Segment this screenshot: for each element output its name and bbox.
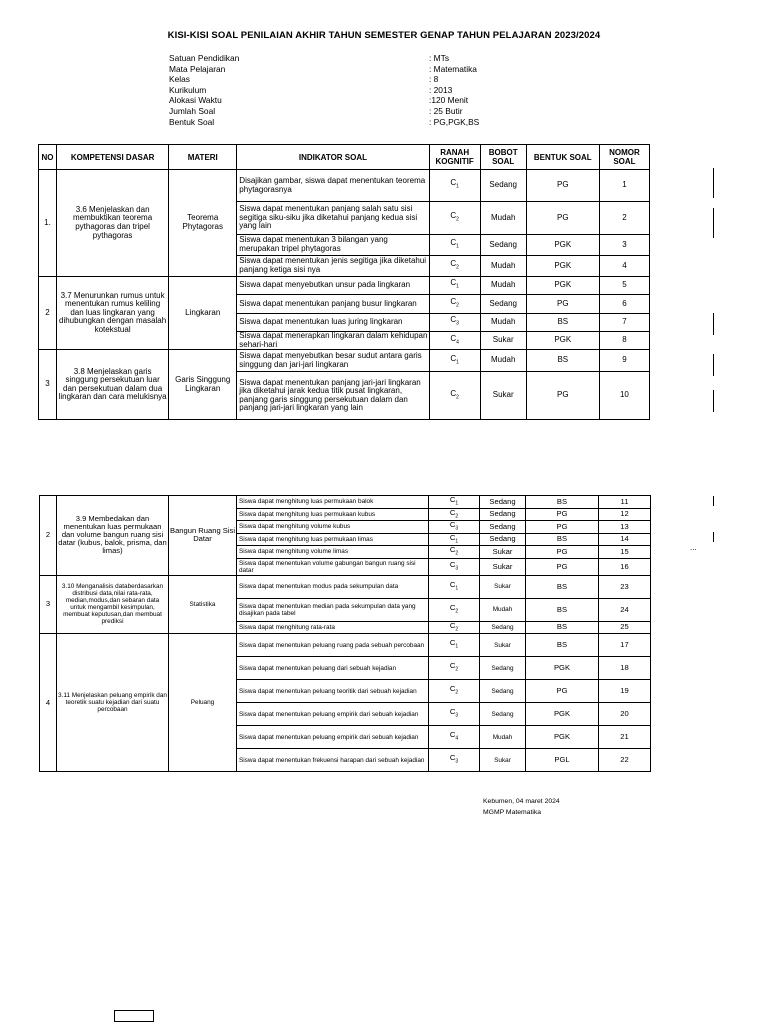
ranah-level-sub: 1	[456, 184, 459, 190]
indikator-soal: Siswa dapat menerapkan lingkaran dalam kehidupan sehari-hari	[237, 332, 429, 350]
indikator-soal: Siswa dapat menyebutkan unsur pada lingkaran	[237, 277, 429, 295]
nomor-soal: 19	[599, 680, 651, 703]
ranah-level: C	[450, 333, 457, 343]
bentuk-soal: PGK	[526, 235, 599, 256]
table-row	[39, 170, 650, 202]
meta-label: Kelas	[169, 74, 190, 85]
ranah-kognitif	[429, 314, 480, 332]
ranah-level-sub: 2	[455, 550, 459, 557]
kompetensi-dasar: 3.11 Menjelaskan peluang empirik dan teoretik suatu kejadian dari suatu percobaan	[57, 634, 169, 772]
header-ranah-kognitif: RANAH KOGNITIF	[429, 145, 480, 170]
meta-value: : 25 Butir	[429, 105, 463, 116]
ranah-level-sub: 3	[455, 758, 459, 765]
header-bobot-soal: BOBOT SOAL	[480, 145, 526, 170]
ranah-level: C	[449, 579, 456, 589]
ranah-kognitif	[429, 546, 480, 559]
materi: Garis Singgung Lingkaran	[169, 350, 237, 420]
bentuk-soal: PG	[526, 546, 599, 559]
margin-mark	[713, 354, 714, 376]
bentuk-soal: PGK	[526, 703, 599, 726]
margin-mark	[713, 532, 714, 542]
bentuk-soal: PG	[526, 558, 599, 575]
ranah-kognitif	[429, 350, 480, 372]
indikator-soal: Siswa dapat menentukan peluang empirik dari sebuah kejadian	[237, 726, 429, 749]
ranah-level-sub: 2	[456, 264, 459, 271]
document-title: KISI-KISI SOAL PENILAIAN AKHIR TAHUN SEMESTER GENAP TAHUN PELAJARAN 2023/2024	[167, 30, 601, 41]
indikator-soal: Siswa dapat menghitung luas permukaan kubus	[237, 508, 429, 521]
meta-label: Alokasi Waktu	[169, 95, 222, 106]
ranah-level: C	[450, 258, 457, 268]
bobot-soal: Mudah	[480, 314, 526, 332]
bobot-soal: Mudah	[480, 202, 526, 235]
ranah-kognitif	[429, 508, 480, 521]
meta-row	[169, 74, 479, 85]
nomor-soal: 14	[599, 533, 651, 546]
ranah-level: C	[449, 621, 456, 630]
indikator-soal: Siswa dapat menghitung luas permukaan balok	[237, 496, 429, 509]
header-nomor-soal: NOMOR SOAL	[599, 145, 649, 170]
nomor-soal: 4	[599, 256, 649, 277]
indikator-soal: Siswa dapat menentukan peluang empirik dari sebuah kejadian	[237, 703, 429, 726]
bentuk-soal: PG	[526, 295, 599, 314]
table-row	[39, 277, 650, 295]
bentuk-soal: PGK	[526, 332, 599, 350]
bentuk-soal: PG	[526, 170, 599, 202]
ranah-level-sub: 2	[455, 608, 459, 615]
ranah-kognitif	[429, 726, 480, 749]
meta-label: Jumlah Soal	[169, 105, 216, 116]
bobot-soal: Sukar	[480, 634, 526, 657]
row-number: 1.	[39, 170, 57, 277]
materi: Teorema Phytagoras	[169, 170, 237, 277]
kisi-kisi-table-1	[38, 144, 650, 420]
ranah-level-sub: 1	[455, 585, 459, 592]
bentuk-soal: PGK	[526, 726, 599, 749]
table-header-row	[39, 145, 650, 170]
nomor-soal: 24	[599, 598, 651, 621]
indikator-soal: Siswa dapat menyebutkan besar sudut antara garis singgung dan jari-jari lingkaran	[237, 350, 429, 372]
nomor-soal: 15	[599, 546, 651, 559]
indikator-soal: Siswa dapat menentukan panjang jari-jari lingkaran jika diketahui jarak kedua titik pusat lingkaran, panjang garis singgung persekutuan dalam dan panjang jari-jari lingkaran yang lain	[237, 372, 429, 420]
nomor-soal: 3	[599, 235, 649, 256]
bentuk-soal: PG	[526, 202, 599, 235]
meta-value: : Matematika	[429, 63, 477, 74]
ranah-level-sub: 3	[455, 525, 459, 532]
bobot-soal: Sukar	[480, 546, 526, 559]
meta-row	[169, 117, 479, 128]
bentuk-soal: BS	[526, 496, 599, 509]
row-number: 2	[39, 277, 57, 350]
bobot-soal: Sukar	[480, 749, 526, 772]
bobot-soal: Sedang	[480, 496, 526, 509]
ranah-kognitif	[429, 496, 480, 509]
margin-mark	[713, 168, 714, 198]
ranah-level-sub: 2	[455, 626, 459, 633]
bobot-soal: Sukar	[480, 575, 526, 598]
nomor-soal: 17	[599, 634, 651, 657]
ranah-level-sub: 2	[455, 689, 459, 696]
ranah-level: C	[450, 315, 457, 325]
margin-mark	[713, 313, 714, 335]
kompetensi-dasar: 3.8 Menjelaskan garis singgung persekutuan luar dan persekutuan dalam dua lingkaran dan cara melukisnya	[57, 350, 169, 420]
bobot-soal: Mudah	[480, 726, 526, 749]
bobot-soal: Mudah	[480, 277, 526, 295]
materi: Peluang	[169, 634, 237, 772]
nomor-soal: 13	[599, 521, 651, 534]
meta-value: : 2013	[429, 84, 453, 95]
ranah-level-sub: 1	[455, 643, 459, 650]
ranah-kognitif	[429, 680, 480, 703]
meta-label: Satuan Pendidikan	[169, 53, 240, 63]
ranah-kognitif	[429, 170, 480, 202]
signature-block	[483, 796, 560, 818]
meta-row	[169, 85, 479, 96]
ranah-level-sub: 1	[456, 359, 459, 366]
ranah-level: C	[449, 495, 456, 504]
ranah-level-sub: 2	[456, 394, 459, 401]
nomor-soal: 12	[599, 508, 651, 521]
header-materi: MATERI	[169, 145, 237, 170]
nomor-soal: 7	[599, 314, 649, 332]
header-bentuk-soal: BENTUK SOAL	[526, 145, 599, 170]
bobot-soal: Sukar	[480, 558, 526, 575]
meta-row	[169, 106, 479, 117]
ranah-level-sub: 1	[455, 500, 459, 507]
materi: Bangun Ruang Sisi Datar	[169, 496, 237, 576]
indikator-soal: Siswa dapat menghitung rata-rata	[237, 621, 429, 634]
ranah-kognitif	[429, 277, 480, 295]
indikator-soal: Siswa dapat menghitung volume limas	[237, 546, 429, 559]
header-kompetensi-dasar: KOMPETENSI DASAR	[57, 145, 169, 170]
bobot-soal: Sedang	[480, 235, 526, 256]
margin-mark	[713, 390, 714, 412]
ranah-level: C	[450, 388, 457, 398]
indikator-soal: Siswa dapat menentukan 3 bilangan yang merupakan tripel phytagoras	[237, 235, 429, 256]
meta-row	[169, 64, 479, 75]
bentuk-soal: PGK	[526, 277, 599, 295]
meta-value: : 8	[429, 74, 439, 85]
bentuk-soal: PG	[526, 680, 599, 703]
ranah-level: C	[450, 210, 457, 220]
nomor-soal: 5	[599, 277, 649, 295]
ranah-level-sub: 3	[455, 712, 459, 719]
indikator-soal: Siswa dapat menentukan peluang dari sebuah kejadian	[237, 657, 429, 680]
bobot-soal: Sedang	[480, 295, 526, 314]
bobot-soal: Sukar	[480, 372, 526, 420]
nomor-soal: 11	[599, 496, 651, 509]
ranah-level-sub: 2	[456, 302, 459, 309]
ranah-level: C	[449, 533, 456, 542]
ranah-kognitif	[429, 657, 480, 680]
place-date: Kebumen, 04 maret 2024	[483, 798, 560, 805]
bentuk-soal: PG	[526, 372, 599, 420]
ranah-level: C	[449, 707, 456, 717]
kompetensi-dasar: 3.6 Menjelaskan dan membuktikan teorema pythagoras dan tripel pythagoras	[57, 170, 169, 277]
bentuk-soal: PG	[526, 508, 599, 521]
ranah-kognitif	[429, 372, 480, 420]
nomor-soal: 9	[599, 350, 649, 372]
nomor-soal: 18	[599, 657, 651, 680]
meta-block	[169, 53, 479, 127]
indikator-soal: Siswa dapat menentukan peluang teoritik dari sebuah kejadian	[237, 680, 429, 703]
meta-value: : PG,PGK,BS	[429, 116, 480, 127]
meta-label: Bentuk Soal	[169, 116, 215, 127]
kompetensi-dasar: 3.9 Membedakan dan menentukan luas permukaan dan volume bangun ruang sisi datar (kubus, balok, prisma, dan limas)	[57, 496, 169, 576]
ranah-level-sub: 2	[455, 666, 459, 673]
kompetensi-dasar: 3.10 Menganalisis databerdasarkan distribusi data,nilai rata-rata, median,modus,dan sebaran data untuk mengambil kesimpulan, membuat keputusan,dan membuat prediksi	[57, 575, 169, 634]
ranah-level: C	[449, 638, 456, 648]
bobot-soal: Sedang	[480, 680, 526, 703]
bentuk-soal: BS	[526, 634, 599, 657]
indikator-soal: Siswa dapat menentukan volume gabungan bangun ruang sisi datar	[237, 558, 429, 575]
bentuk-soal: PGL	[526, 749, 599, 772]
ranah-level: C	[449, 684, 456, 694]
bentuk-soal: BS	[526, 621, 599, 634]
ranah-kognitif	[429, 256, 480, 277]
row-number: 4	[40, 634, 57, 772]
ranah-level: C	[449, 730, 456, 740]
ranah-level: C	[449, 520, 456, 530]
ranah-kognitif	[429, 621, 480, 634]
bobot-soal: Sukar	[480, 332, 526, 350]
nomor-soal: 22	[599, 749, 651, 772]
ranah-kognitif	[429, 533, 480, 546]
row-number: 2	[40, 496, 57, 576]
ranah-kognitif	[429, 598, 480, 621]
indikator-soal: Siswa dapat menghitung luas permukaan limas	[237, 533, 429, 546]
nomor-soal: 23	[599, 575, 651, 598]
indikator-soal: Siswa dapat menentukan median pada sekumpulan data yang disajikan pada tabel	[237, 598, 429, 621]
bentuk-soal: BS	[526, 598, 599, 621]
ranah-kognitif	[429, 295, 480, 314]
bobot-soal: Mudah	[480, 350, 526, 372]
bentuk-soal: BS	[526, 350, 599, 372]
nomor-soal: 20	[599, 703, 651, 726]
row-number: 3	[40, 575, 57, 634]
bentuk-soal: PG	[526, 521, 599, 534]
nomor-soal: 16	[599, 558, 651, 575]
ranah-level: C	[449, 559, 456, 569]
ranah-level: C	[450, 237, 457, 247]
meta-value: : MTs	[429, 53, 450, 63]
ranah-kognitif	[429, 634, 480, 657]
header-no: NO	[39, 145, 57, 170]
meta-row	[169, 53, 479, 64]
indikator-soal: Siswa dapat menentukan frekuensi harapan dari sebuah kejadian	[237, 749, 429, 772]
ranah-level: C	[450, 278, 457, 288]
indikator-soal: Siswa dapat menentukan luas juring lingkaran	[237, 314, 429, 332]
ranah-level-sub: 1	[455, 538, 459, 545]
kompetensi-dasar: 3.7 Menurunkan rumus untuk menentukan rumus keliling dan luas lingkaran yang dihubungkan dengan masalah kotekstual	[57, 277, 169, 350]
ranah-level-sub: 1	[456, 284, 459, 290]
ranah-level: C	[449, 661, 456, 671]
table-row	[39, 350, 650, 372]
bobot-soal: Sedang	[480, 703, 526, 726]
bobot-soal: Mudah	[480, 256, 526, 277]
margin-mark	[713, 496, 714, 506]
indikator-soal: Siswa dapat menghitung volume kubus	[237, 521, 429, 534]
row-number: 3	[39, 350, 57, 420]
bentuk-soal: BS	[526, 533, 599, 546]
ranah-level: C	[449, 545, 456, 555]
indikator-soal: Siswa dapat menentukan panjang busur lingkaran	[237, 295, 429, 314]
ranah-kognitif	[429, 235, 480, 256]
bobot-soal: Sedang	[480, 533, 526, 546]
ranah-level: C	[449, 602, 456, 612]
table-row	[40, 575, 651, 598]
bobot-soal: Sedang	[480, 621, 526, 634]
meta-label: Mata Pelajaran	[169, 63, 226, 74]
ranah-kognitif	[429, 703, 480, 726]
margin-mark	[713, 208, 714, 238]
ranah-kognitif	[429, 575, 480, 598]
ranah-kognitif	[429, 332, 480, 350]
signer: MGMP Matematika	[483, 809, 542, 816]
indikator-soal: Siswa dapat menentukan panjang salah satu sisi segitiga siku-siku jika diketahui panjang kedua sisi yang lain	[237, 202, 429, 235]
ranah-level-sub: 3	[455, 565, 459, 572]
margin-ellipsis: ...	[690, 543, 697, 552]
ranah-level-sub: 4	[455, 735, 459, 742]
ranah-level-sub: 4	[456, 339, 459, 346]
bentuk-soal: PGK	[526, 256, 599, 277]
bobot-soal: Sedang	[480, 170, 526, 202]
header-indikator-soal: INDIKATOR SOAL	[237, 145, 429, 170]
ranah-level: C	[450, 353, 457, 363]
bentuk-soal: BS	[526, 314, 599, 332]
ranah-level-sub: 3	[456, 321, 459, 327]
table-row	[40, 496, 651, 509]
bobot-soal: Sedang	[480, 657, 526, 680]
ranah-level-sub: 2	[456, 216, 459, 223]
meta-label: Kurikulum	[169, 84, 207, 95]
meta-value: :120 Menit	[429, 95, 469, 106]
bobot-soal: Sedang	[480, 521, 526, 534]
ranah-level-sub: 1	[456, 243, 459, 250]
page-number-box	[114, 1010, 154, 1022]
nomor-soal: 10	[599, 372, 649, 420]
ranah-kognitif	[429, 749, 480, 772]
ranah-kognitif	[429, 202, 480, 235]
nomor-soal: 21	[599, 726, 651, 749]
ranah-level: C	[449, 508, 456, 517]
materi: Lingkaran	[169, 277, 237, 350]
bobot-soal: Mudah	[480, 598, 526, 621]
bentuk-soal: BS	[526, 575, 599, 598]
ranah-level: C	[449, 753, 456, 763]
kisi-kisi-table-2	[39, 495, 651, 772]
bentuk-soal: PGK	[526, 657, 599, 680]
nomor-soal: 8	[599, 332, 649, 350]
bobot-soal: Sedang	[480, 508, 526, 521]
indikator-soal: Siswa dapat menentukan peluang ruang pada sebuah percobaan	[237, 634, 429, 657]
nomor-soal: 2	[599, 202, 649, 235]
meta-row	[169, 95, 479, 106]
nomor-soal: 25	[599, 621, 651, 634]
indikator-soal: Disajikan gambar, siswa dapat menentukan teorema phytagorasnya	[237, 170, 429, 202]
nomor-soal: 1	[599, 170, 649, 202]
indikator-soal: Siswa dapat menentukan jenis segitiga jika diketahui panjang ketiga sisi nya	[237, 256, 429, 277]
nomor-soal: 6	[599, 295, 649, 314]
ranah-kognitif	[429, 558, 480, 575]
materi: Statistika	[169, 575, 237, 634]
ranah-level: C	[450, 296, 457, 306]
indikator-soal: Siswa dapat menentukan modus pada sekumpulan data	[237, 575, 429, 598]
ranah-level: C	[450, 178, 457, 188]
ranah-kognitif	[429, 521, 480, 534]
table-row	[40, 634, 651, 657]
ranah-level-sub: 2	[455, 513, 459, 520]
